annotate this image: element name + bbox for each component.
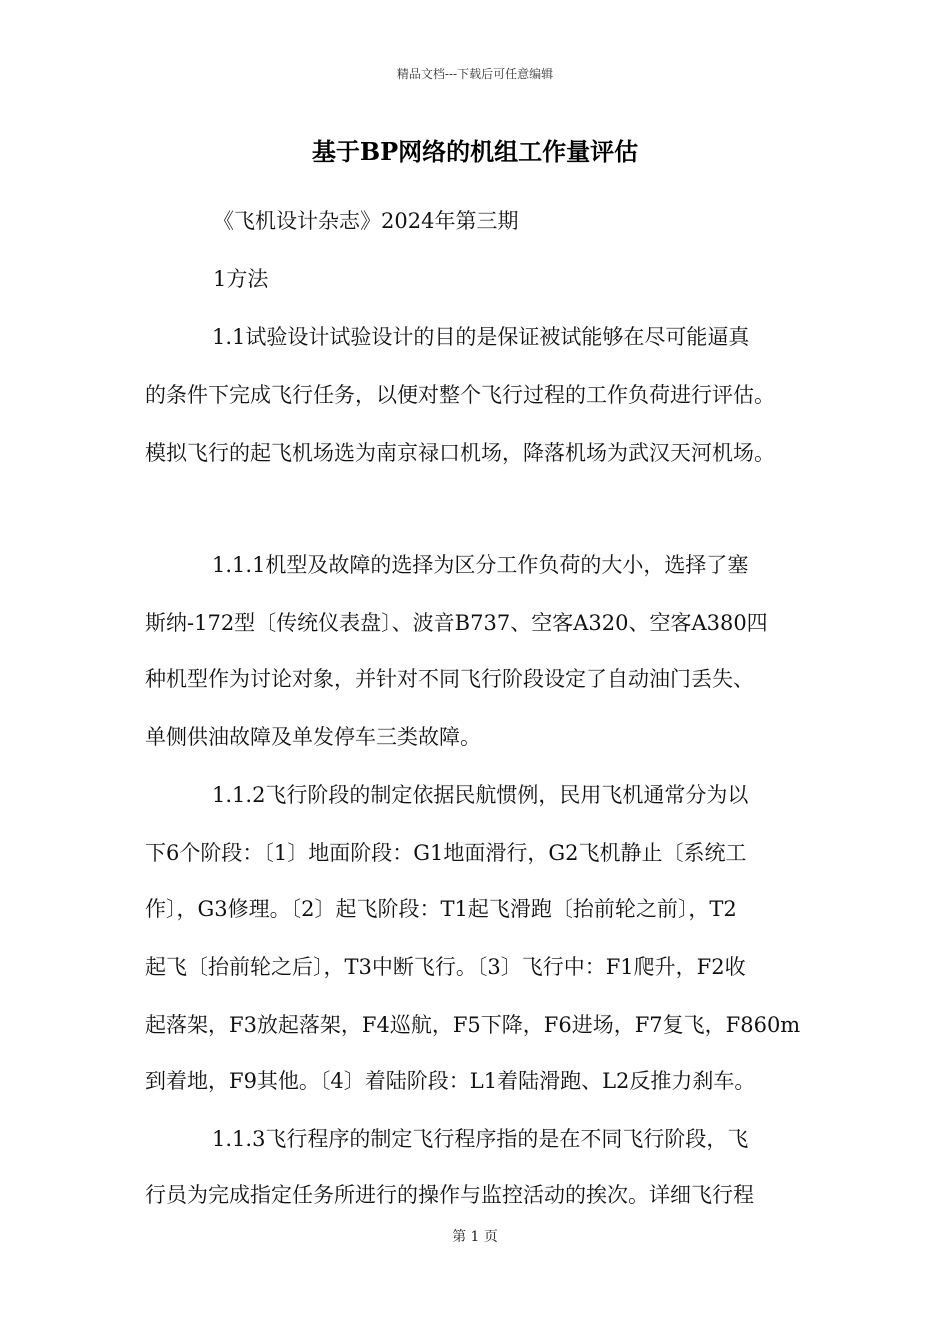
paragraph-line: 斯纳-172型〔传统仪表盘〕、波音B737、空客A320、空客A380四 [145,611,768,635]
paragraph-line: 起飞〔抬前轮之后〕，T3中断飞行。〔3〕飞行中：F1爬升，F2收 [145,955,746,979]
paragraph-line: 1.1.3飞行程序的制定飞行程序指的是在不同飞行阶段，飞 [212,1127,749,1151]
paragraph-line: 1.1试验设计试验设计的目的是保证被试能够在尽可能逼真 [212,325,750,349]
document-title: 基于BP网络的机组工作量评估 [311,137,639,166]
section-heading: 1方法 [213,267,269,291]
paragraph-line: 作〕，G3修理。〔2〕起飞阶段：T1起飞滑跑〔抬前轮之前〕，T2 [145,897,737,921]
paragraph-line: 单侧供油故障及单发停车三类故障。 [145,725,481,749]
paragraph-line: 种机型作为讨论对象，并针对不同飞行阶段设定了自动油门丢失、 [145,667,754,691]
paragraph-line: 起落架，F3放起落架，F4巡航，F5下降，F6进场，F7复飞，F860m [145,1013,801,1037]
source-line: 《飞机设计杂志》2024年第三期 [213,209,519,233]
paragraph-line: 1.1.2飞行阶段的制定依据民航惯例，民用飞机通常分为以 [212,783,749,807]
paragraph-line: 的条件下完成飞行任务，以便对整个飞行过程的工作负荷进行评估。 [145,383,775,407]
page-number: 第 1 页 [452,1229,498,1245]
paragraph-line: 模拟飞行的起飞机场选为南京禄口机场，降落机场为武汉天河机场。 [145,441,775,465]
paragraph-line: 下6个阶段：〔1〕地面阶段：G1地面滑行，G2飞机静止〔系统工 [145,841,747,865]
paragraph-line: 行员为完成指定任务所进行的操作与监控活动的挨次。详细飞行程 [145,1183,754,1207]
page-header: 精品文档---下载后可任意编辑 [396,67,554,81]
paragraph-line: 到着地，F9其他。〔4〕着陆阶段：L1着陆滑跑、L2反推力刹车。 [145,1069,756,1093]
paragraph-line: 1.1.1机型及故障的选择为区分工作负荷的大小，选择了塞 [212,553,749,577]
